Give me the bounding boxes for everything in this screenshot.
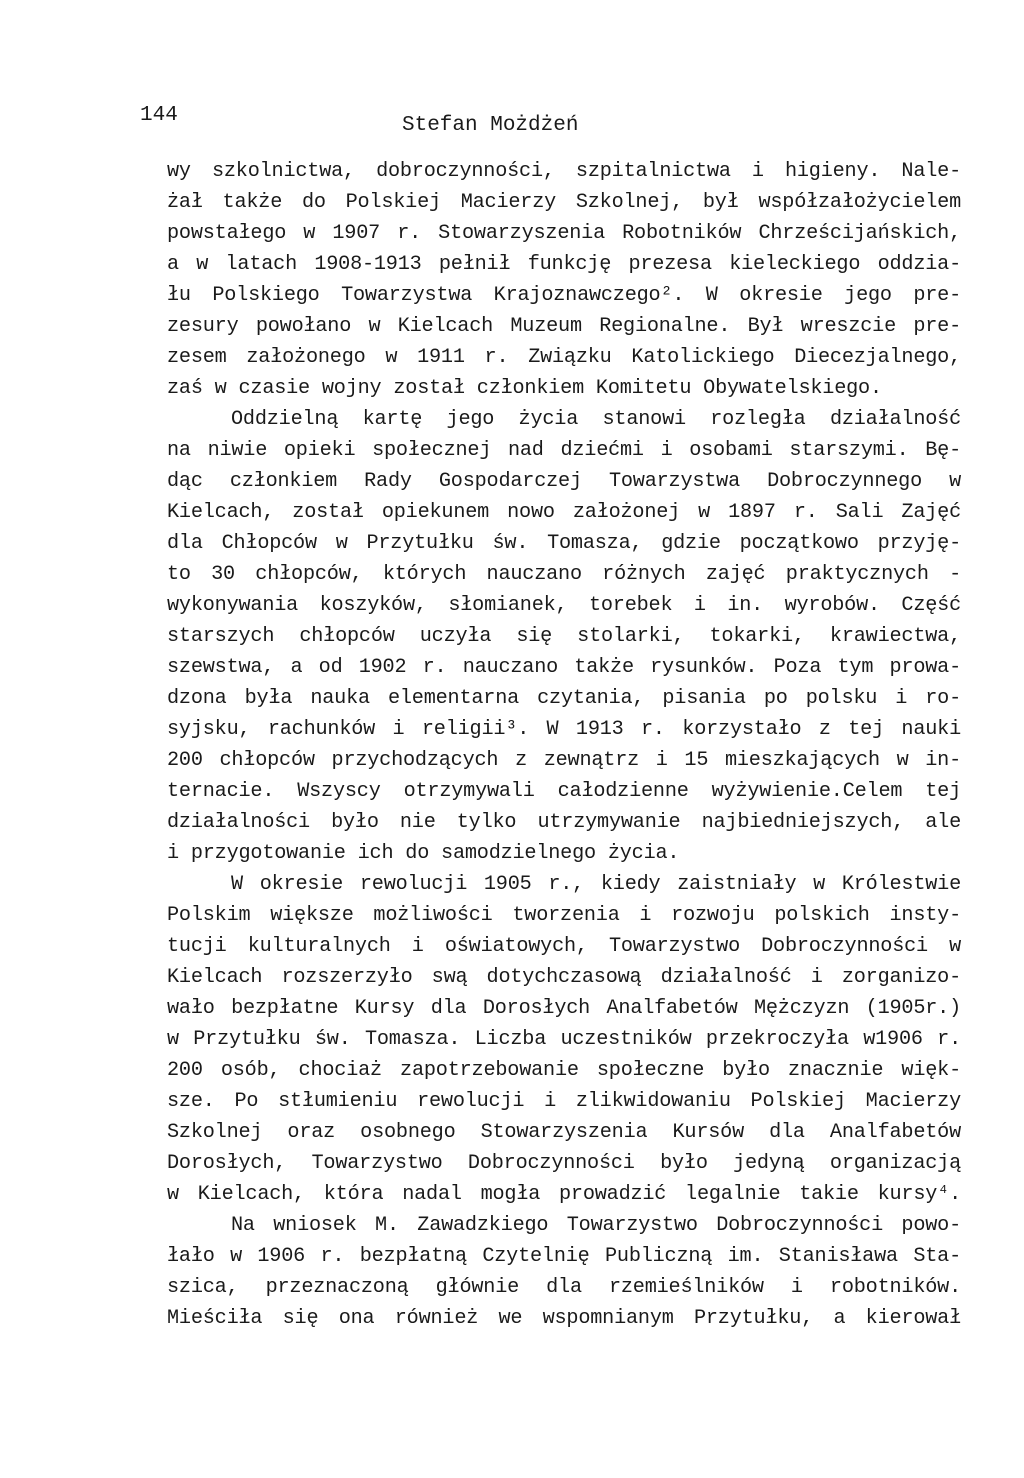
text-line: na niwie opieki społecznej nad dziećmi i osobami starszymi. Bę- [167,439,961,462]
text-line: Na wniosek M. Zawadzkiego Towarzystwo Dobroczynności powo- [231,1214,961,1237]
text-line: łu Polskiego Towarzystwa Krajoznawczego². W okresie jego pre- [167,284,961,307]
text-line: W okresie rewolucji 1905 r., kiedy zaistniały w Królestwie [231,873,961,896]
text-line: szica, przeznaczoną głównie dla rzemieślników i robotników. [167,1276,961,1299]
text-line: wało bezpłatne Kursy dla Dorosłych Analfabetów Mężczyzn (1905r.) [167,997,961,1020]
page-number: 144 [140,104,178,127]
text-line: wy szkolnictwa, dobroczynności, szpitalnictwa i higieny. Nale- [167,160,961,183]
text-line: w Kielcach, która nadal mogła prowadzić legalnie takie kursy⁴. [167,1183,961,1206]
text-line: zesem założonego w 1911 r. Związku Katolickiego Diecezjalnego, [167,346,961,369]
text-line: zesury powołano w Kielcach Muzeum Regionalne. Był wreszcie pre- [167,315,961,338]
text-line: Szkolnej oraz osobnego Stowarzyszenia Kursów dla Analfabetów [167,1121,961,1144]
text-line: działalności było nie tylko utrzymywanie najbiedniejszych, ale [167,811,961,834]
text-line: starszych chłopców uczyła się stolarki, tokarki, krawiectwa, [167,625,961,648]
text-line: dąc członkiem Rady Gospodarczej Towarzystwa Dobroczynnego w [167,470,961,493]
text-line: Oddzielną kartę jego życia stanowi rozległa działalność [231,408,961,431]
text-line: powstałego w 1907 r. Stowarzyszenia Robotników Chrześcijańskich, [167,222,961,245]
text-line: sze. Po stłumieniu rewolucji i zlikwidowaniu Polskiej Macierzy [167,1090,961,1113]
text-line: Kielcach rozszerzyło swą dotychczasową działalność i zorganizo- [167,966,961,989]
running-head: Stefan Możdżeń [402,114,579,137]
text-line: Mieściła się ona również we wspomnianym Przytułku, a kierował [167,1307,961,1330]
text-line: tucji kulturalnych i oświatowych, Towarzystwo Dobroczynności w [167,935,961,958]
text-line: wykonywania koszyków, słomianek, torebek i in. wyrobów. Część [167,594,961,617]
text-line: łało w 1906 r. bezpłatną Czytelnię Publiczną im. Stanisława Sta- [167,1245,961,1268]
body-text [167,156,961,1334]
text-line: w Przytułku św. Tomasza. Liczba uczestników przekroczyła w1906 r. [167,1028,961,1051]
text-line: żał także do Polskiej Macierzy Szkolnej, był współzałożycielem [167,191,961,214]
text-line: dla Chłopców w Przytułku św. Tomasza, gdzie początkowo przyję- [167,532,961,555]
text-line: syjsku, rachunków i religii³. W 1913 r. korzystało z tej nauki [167,718,961,741]
text-line: 200 osób, chociaż zapotrzebowanie społeczne było znacznie więk- [167,1059,961,1082]
text-line: Dorosłych, Towarzystwo Dobroczynności było jedyną organizacją [167,1152,961,1175]
text-line: Kielcach, został opiekunem nowo założonej w 1897 r. Sali Zajęć [167,501,961,524]
text-line: szewstwa, a od 1902 r. nauczano także rysunków. Poza tym prowa- [167,656,961,679]
text-line: dzona była nauka elementarna czytania, pisania po polsku i ro- [167,687,961,710]
text-line: ternacie. Wszyscy otrzymywali całodzienne wyżywienie.Celem tej [167,780,961,803]
text-line: Polskim większe możliwości tworzenia i rozwoju polskich insty- [167,904,961,927]
text-line: zaś w czasie wojny został członkiem Komitetu Obywatelskiego. [167,377,882,400]
text-line: 200 chłopców przychodzących z zewnątrz i 15 mieszkających w in- [167,749,961,772]
text-line: to 30 chłopców, których nauczano różnych zajęć praktycznych - [167,563,961,586]
text-line: i przygotowanie ich do samodzielnego życia. [167,842,680,865]
text-line: a w latach 1908-1913 pełnił funkcję prezesa kieleckiego oddzia- [167,253,961,276]
